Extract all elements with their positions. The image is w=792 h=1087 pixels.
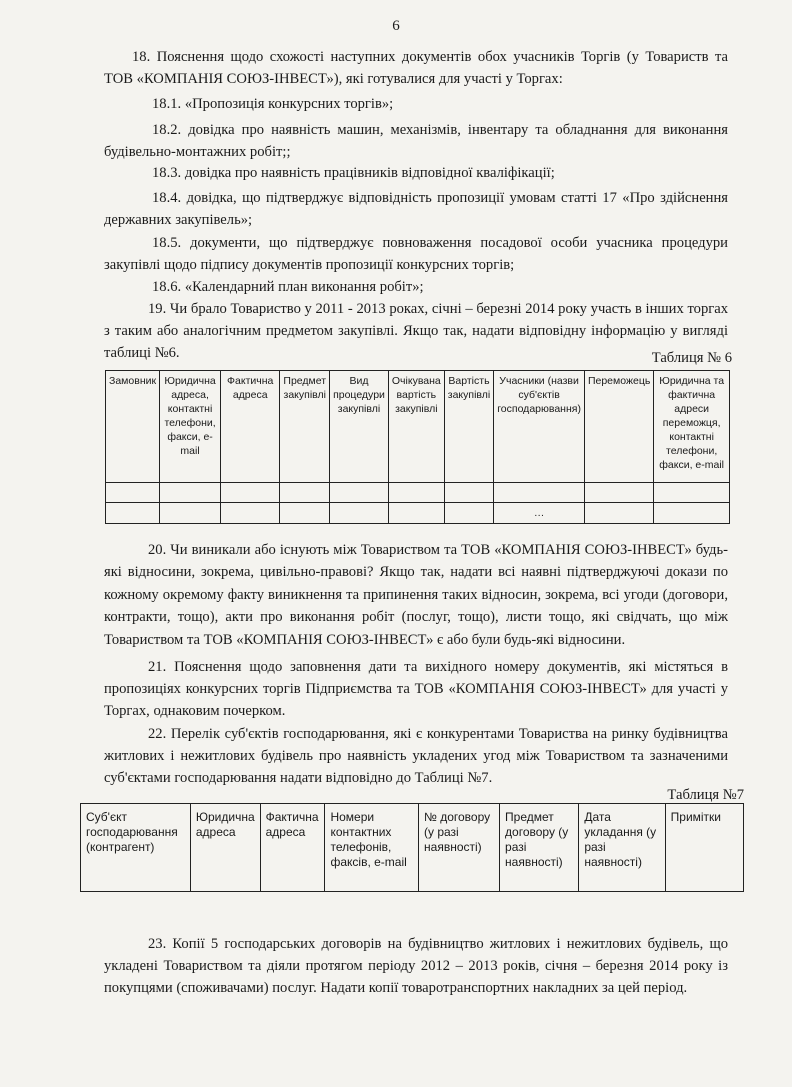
- table-6-header-cell: Учасники (назви суб'єктів господарювання): [494, 371, 585, 483]
- item-18-6: 18.6. «Календарний план виконання робіт»;: [152, 279, 424, 295]
- table-6: [105, 370, 730, 524]
- item-18-4: 18.4. довідка, що підтверджує відповідність пропозиції умовам статті 17 «Про здійснення державних закупівель»;: [104, 190, 728, 228]
- page-number: 6: [392, 18, 400, 34]
- table-6-ellipsis: …: [494, 503, 585, 524]
- table-6-header-row: [106, 371, 730, 483]
- item-18-2: 18.2. довідка про наявність машин, механізмів, інвентару та обладнання для виконання будівельно-монтажних робіт;;: [104, 122, 728, 160]
- table-6-caption: Таблиця № 6: [651, 350, 732, 366]
- table-7-header-cell: № договору (у разі наявності): [419, 804, 500, 892]
- table-6-header-cell: Юридична адреса, контактні телефони, факси, e-mail: [160, 371, 221, 483]
- table-7-header-row: [81, 804, 744, 892]
- paragraph-22: 22. Перелік суб'єктів господарювання, які є конкурентами Товариства на ринку будівництва житлових і нежитлових будівель про наявність укладених угод між Товариством та зазначеними суб'єктами господарювання надати відповідно до Таблиці №7.: [104, 726, 728, 786]
- item-18-1: 18.1. «Пропозиція конкурсних торгів»;: [152, 96, 394, 112]
- table-7-header-cell: Суб'єкт господарювання (контрагент): [81, 804, 191, 892]
- table-6-header-cell: Предмет закупівлі: [280, 371, 330, 483]
- table-7-header-cell: Примітки: [665, 804, 743, 892]
- table-7-header-cell: Юридична адреса: [190, 804, 260, 892]
- table-7-header-cell: Дата укладання (у разі наявності): [579, 804, 665, 892]
- table-6-empty-row: [106, 483, 730, 503]
- table-7-header-cell: Предмет договору (у разі наявності): [500, 804, 579, 892]
- paragraph-21: 21. Пояснення щодо заповнення дати та вихідного номеру документів, які містяться в пропозиціях конкурсних торгів Підприємства та ТОВ «КОМПАНІЯ СОЮЗ-ІНВЕСТ» для участі у Торгах, однаковим почерком.: [104, 659, 728, 719]
- table-7-caption: Таблиця №7: [667, 787, 744, 803]
- table-7: [80, 803, 744, 892]
- item-18-3: 18.3. довідка про наявність працівників відповідної кваліфікації;: [152, 165, 555, 181]
- paragraph-18: 18. Пояснення щодо схожості наступних документів обох учасників Торгів (у Товариств та ТОВ «КОМПАНІЯ СОЮЗ-ІНВЕСТ»), які готувалися для участі у Торгах:: [104, 49, 728, 87]
- table-6-header-cell: Вид процедури закупівлі: [330, 371, 389, 483]
- table-6-header-cell: Вартість закупівлі: [444, 371, 493, 483]
- item-18-5: 18.5. документи, що підтверджує повноваження посадової особи учасника процедури закупівлі щодо підпису документів пропозиції конкурсних торгів;: [104, 235, 728, 273]
- table-6-header-cell: Переможець: [584, 371, 653, 483]
- paragraph-20: 20. Чи виникали або існують між Товариством та ТОВ «КОМПАНІЯ СОЮЗ-ІНВЕСТ» будь-які відносини, зокрема, цивільно-правові? Якщо так, надати всі наявні підтверджуючі докази по кожному окремому факту виникнення та припинення таких відносин, зокрема, всі угоди (договори, контракти, тощо), акти про виконання робіт (послуг, тощо), листи тощо, які свідчать, що між Товариством та ТОВ «КОМПАНІЯ СОЮЗ-ІНВЕСТ» є або були будь-які відносини.: [104, 542, 728, 648]
- table-6-dots-row: [106, 503, 730, 524]
- table-7-header-cell: Номери контактних телефонів, факсів, e-mail: [325, 804, 419, 892]
- paragraph-19: 19. Чи брало Товариство у 2011 - 2013 роках, січні – березні 2014 року участь в інших торгах з таким або аналогічним предметом закупівлі. Якщо так, надати відповідну інформацію у вигляді таблиці №6.: [104, 301, 728, 361]
- paragraph-23: 23. Копії 5 господарських договорів на будівництво житлових і нежитлових будівель, що укладені Товариством та діяли протягом періоду 2012 – 2013 років, січня – березня 2014 року із покупцями (споживачами) послуг. Надати копії товаротранспортних накладних за цей період.: [104, 936, 728, 996]
- table-6-header-cell: Фактична адреса: [221, 371, 280, 483]
- table-6-header-cell: Замовник: [106, 371, 160, 483]
- table-7-header-cell: Фактична адреса: [260, 804, 325, 892]
- table-6-header-cell: Очікувана вартість закупівлі: [388, 371, 444, 483]
- table-6-header-cell: Юридична та фактична адреси переможця, контактні телефони, факси, e-mail: [654, 371, 730, 483]
